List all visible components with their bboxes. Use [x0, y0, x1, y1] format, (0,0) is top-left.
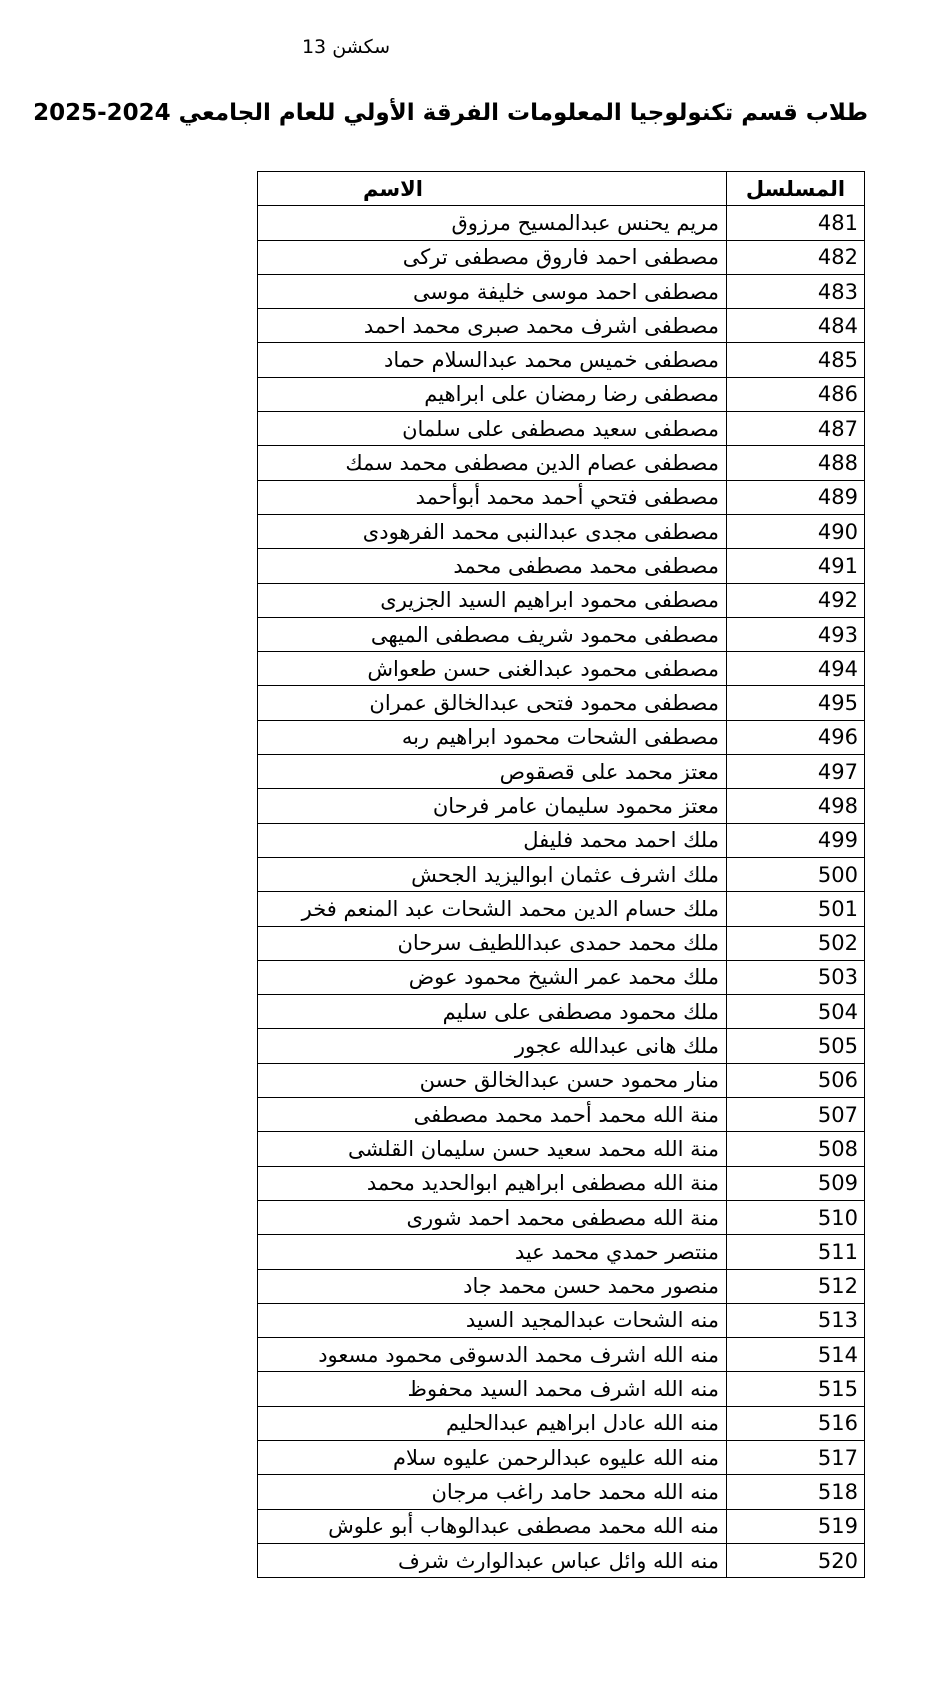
- name-cell: ملك محمد حمدى عبداللطيف سرحان: [258, 926, 727, 960]
- table-row: [258, 892, 865, 926]
- table-row: [258, 1200, 865, 1234]
- serial-cell: 507: [727, 1098, 865, 1132]
- serial-cell: 504: [727, 995, 865, 1029]
- serial-cell: 509: [727, 1166, 865, 1200]
- serial-cell: 498: [727, 789, 865, 823]
- table-row: [258, 1029, 865, 1063]
- name-cell: منة الله محمد سعيد حسن سليمان القلشى: [258, 1132, 727, 1166]
- serial-cell: 493: [727, 617, 865, 651]
- table-row: [258, 720, 865, 754]
- name-cell: منه الله اشرف محمد السيد محفوظ: [258, 1372, 727, 1406]
- table-header: [258, 172, 865, 206]
- serial-cell: 503: [727, 960, 865, 994]
- table-row: [258, 1543, 865, 1577]
- name-cell: مصطفى سعيد مصطفى على سلمان: [258, 412, 727, 446]
- serial-cell: 487: [727, 412, 865, 446]
- serial-cell: 492: [727, 583, 865, 617]
- name-cell: منه الشحات عبدالمجيد السيد: [258, 1303, 727, 1337]
- name-cell: مصطفى محمد مصطفى محمد: [258, 549, 727, 583]
- table-row: [258, 1406, 865, 1440]
- table-body: [258, 206, 865, 1578]
- name-cell: منار محمود حسن عبدالخالق حسن: [258, 1063, 727, 1097]
- table-row: [258, 1166, 865, 1200]
- table-row: [258, 1372, 865, 1406]
- serial-cell: 482: [727, 240, 865, 274]
- column-header-name: الاسم: [258, 172, 727, 206]
- serial-cell: 519: [727, 1509, 865, 1543]
- table-row: [258, 583, 865, 617]
- name-cell: ملك محمود مصطفى على سليم: [258, 995, 727, 1029]
- name-cell: مصطفى فتحي أحمد محمد أبوأحمد: [258, 480, 727, 514]
- serial-cell: 496: [727, 720, 865, 754]
- table-row: [258, 1338, 865, 1372]
- name-cell: معتز محمود سليمان عامر فرحان: [258, 789, 727, 823]
- table-row: [258, 514, 865, 548]
- name-cell: منه الله محمد مصطفى عبدالوهاب أبو علوش: [258, 1509, 727, 1543]
- table-row: [258, 789, 865, 823]
- serial-cell: 505: [727, 1029, 865, 1063]
- serial-cell: 499: [727, 823, 865, 857]
- table-row: [258, 926, 865, 960]
- table-row: [258, 857, 865, 891]
- serial-cell: 520: [727, 1543, 865, 1577]
- name-cell: مصطفى خميس محمد عبدالسلام حماد: [258, 343, 727, 377]
- serial-cell: 516: [727, 1406, 865, 1440]
- table-row: [258, 652, 865, 686]
- name-cell: مصطفى اشرف محمد صبرى محمد احمد: [258, 309, 727, 343]
- name-cell: منتصر حمدي محمد عيد: [258, 1235, 727, 1269]
- name-cell: منه الله محمد حامد راغب مرجان: [258, 1475, 727, 1509]
- name-cell: مصطفى الشحات محمود ابراهيم ربه: [258, 720, 727, 754]
- header-row: [258, 172, 865, 206]
- table-row: [258, 995, 865, 1029]
- serial-cell: 515: [727, 1372, 865, 1406]
- serial-cell: 514: [727, 1338, 865, 1372]
- table-row: [258, 686, 865, 720]
- name-cell: مصطفى محمود ابراهيم السيد الجزيرى: [258, 583, 727, 617]
- table-row: [258, 617, 865, 651]
- serial-cell: 489: [727, 480, 865, 514]
- name-cell: مريم يحنس عبدالمسيح مرزوق: [258, 206, 727, 240]
- serial-cell: 495: [727, 686, 865, 720]
- name-cell: مصطفى محمود فتحى عبدالخالق عمران: [258, 686, 727, 720]
- name-cell: مصطفى عصام الدين مصطفى محمد سمك: [258, 446, 727, 480]
- serial-cell: 481: [727, 206, 865, 240]
- serial-cell: 484: [727, 309, 865, 343]
- serial-cell: 502: [727, 926, 865, 960]
- table-row: [258, 1063, 865, 1097]
- table-row: [258, 755, 865, 789]
- serial-cell: 486: [727, 377, 865, 411]
- name-cell: ملك حسام الدين محمد الشحات عبد المنعم فخر: [258, 892, 727, 926]
- student-roster-table: [257, 171, 865, 1578]
- name-cell: منصور محمد حسن محمد جاد: [258, 1269, 727, 1303]
- name-cell: منة الله محمد أحمد محمد مصطفى: [258, 1098, 727, 1132]
- serial-cell: 485: [727, 343, 865, 377]
- name-cell: معتز محمد على قصقوص: [258, 755, 727, 789]
- serial-cell: 497: [727, 755, 865, 789]
- serial-cell: 510: [727, 1200, 865, 1234]
- table-row: [258, 1269, 865, 1303]
- table-row: [258, 1132, 865, 1166]
- table-row: [258, 446, 865, 480]
- section-label: سكشن 13: [301, 36, 391, 58]
- name-cell: ملك هانى عبدالله عجور: [258, 1029, 727, 1063]
- name-cell: مصطفى مجدى عبدالنبى محمد الفرهودى: [258, 514, 727, 548]
- serial-cell: 488: [727, 446, 865, 480]
- table-row: [258, 480, 865, 514]
- serial-cell: 508: [727, 1132, 865, 1166]
- name-cell: مصطفى محمود شريف مصطفى الميهى: [258, 617, 727, 651]
- name-cell: مصطفى احمد موسى خليفة موسى: [258, 274, 727, 308]
- table-row: [258, 1509, 865, 1543]
- table-row: [258, 240, 865, 274]
- table-row: [258, 412, 865, 446]
- table-row: [258, 823, 865, 857]
- table-row: [258, 1303, 865, 1337]
- table-row: [258, 377, 865, 411]
- serial-cell: 501: [727, 892, 865, 926]
- name-cell: مصطفى احمد فاروق مصطفى تركى: [258, 240, 727, 274]
- name-cell: مصطفى رضا رمضان على ابراهيم: [258, 377, 727, 411]
- document-title: طلاب قسم تكنولوجيا المعلومات الفرقة الأولي للعام الجامعي 2024-2025: [33, 100, 868, 126]
- name-cell: ملك محمد عمر الشيخ محمود عوض: [258, 960, 727, 994]
- serial-cell: 518: [727, 1475, 865, 1509]
- serial-cell: 512: [727, 1269, 865, 1303]
- serial-cell: 490: [727, 514, 865, 548]
- name-cell: مصطفى محمود عبدالغنى حسن طعواش: [258, 652, 727, 686]
- table-row: [258, 960, 865, 994]
- table-row: [258, 549, 865, 583]
- table-row: [258, 309, 865, 343]
- name-cell: منه الله اشرف محمد الدسوقى محمود مسعود: [258, 1338, 727, 1372]
- name-cell: منه الله وائل عباس عبدالوارث شرف: [258, 1543, 727, 1577]
- table-row: [258, 1235, 865, 1269]
- serial-cell: 494: [727, 652, 865, 686]
- table-row: [258, 274, 865, 308]
- name-cell: منة الله مصطفى ابراهيم ابوالحديد محمد: [258, 1166, 727, 1200]
- serial-cell: 500: [727, 857, 865, 891]
- column-header-serial: المسلسل: [727, 172, 865, 206]
- serial-cell: 513: [727, 1303, 865, 1337]
- name-cell: ملك احمد محمد فليفل: [258, 823, 727, 857]
- serial-cell: 506: [727, 1063, 865, 1097]
- name-cell: منه الله عليوه عبدالرحمن عليوه سلام: [258, 1440, 727, 1474]
- serial-cell: 491: [727, 549, 865, 583]
- table-row: [258, 206, 865, 240]
- table-row: [258, 343, 865, 377]
- serial-cell: 517: [727, 1440, 865, 1474]
- table-row: [258, 1475, 865, 1509]
- serial-cell: 511: [727, 1235, 865, 1269]
- table-row: [258, 1098, 865, 1132]
- serial-cell: 483: [727, 274, 865, 308]
- name-cell: منة الله مصطفى محمد احمد شورى: [258, 1200, 727, 1234]
- name-cell: ملك اشرف عثمان ابواليزيد الجحش: [258, 857, 727, 891]
- name-cell: منه الله عادل ابراهيم عبدالحليم: [258, 1406, 727, 1440]
- table-row: [258, 1440, 865, 1474]
